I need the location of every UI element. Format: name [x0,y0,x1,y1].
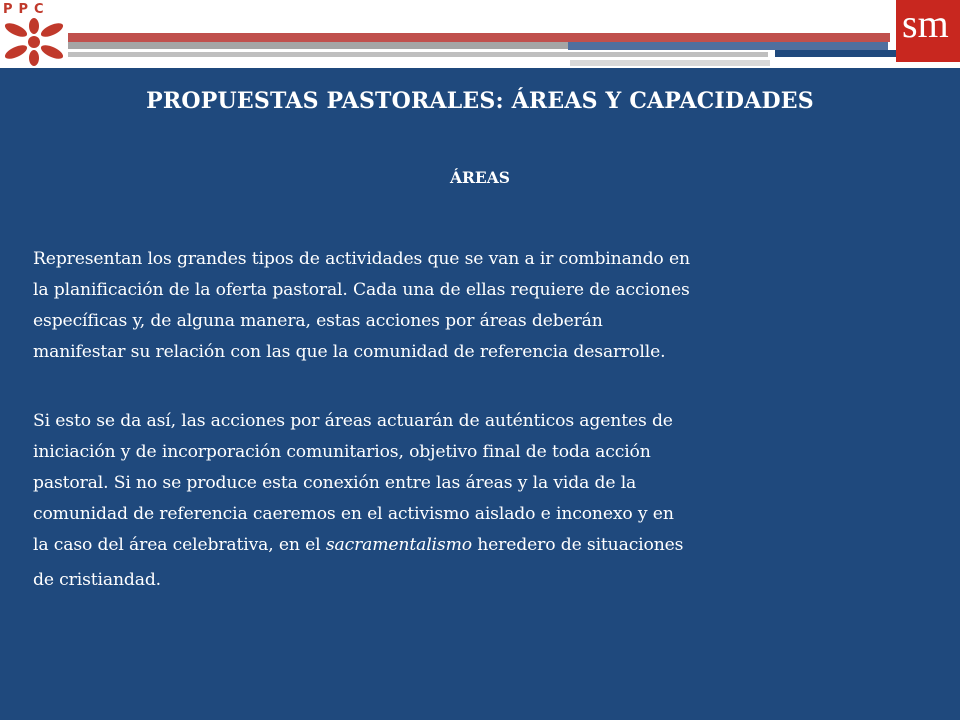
header-stripe-grey-lower [68,52,768,57]
paragraph-1-line: específicas y, de alguna manera, estas acciones por áreas deberán [33,311,603,331]
header-stripe-grey [68,42,568,49]
section-heading: ÁREAS [450,168,510,187]
sm-logo-text: sm [902,1,949,46]
paragraph-2-line: pastoral. Si no se produce esta conexión entre las áreas y la vida de la [33,473,637,493]
paragraph-2 [33,406,938,596]
paragraph-1-line: la planificación de la oferta pastoral. Cada una de ellas requiere de acciones [33,280,690,300]
header-band [0,0,960,68]
slide-title: PROPUESTAS PASTORALES: ÁREAS Y CAPACIDADES [146,88,814,114]
paragraph-1-line: Representan los grandes tipos de actividades que se van a ir combinando en [33,249,690,269]
paragraph-2-line: de cristiandad. [33,570,161,590]
paragraph-2-line: Si esto se da así, las acciones por áreas actuarán de auténticos agentes de [33,411,673,431]
header-stripe-blue [568,42,888,50]
ppc-flower-icon [2,18,66,66]
line-text: la caso del área celebrativa, en el [33,535,326,555]
emphasis-text: sacramentalismo [325,535,472,555]
paragraph-2-line [33,530,938,561]
header-stripe-light [570,60,770,66]
paragraph-2-line: iniciación y de incorporación comunitarios, objetivo final de toda acción [33,442,651,462]
line-text: heredero de situaciones [471,535,684,555]
ppc-logo [0,0,68,68]
paragraph-2-line: comunidad de referencia caeremos en el activismo aislado e inconexo y en [33,504,674,524]
paragraph-1-line: manifestar su relación con las que la comunidad de referencia desarrolle. [33,342,666,362]
ppc-logo-text: PPC [3,2,50,17]
sm-logo [896,0,960,62]
paragraph-1 [33,244,938,368]
header-stripe-red [68,33,890,42]
